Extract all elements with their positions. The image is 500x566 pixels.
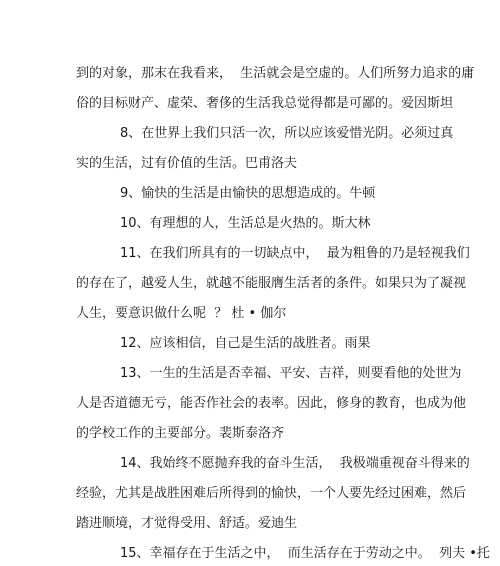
text-line: 的存在了，越爱人生，就越不能服膺生活者的条件。如果只为了凝视 [76, 276, 467, 291]
text-line: 实的生活，过有价值的生活。巴甫洛夫 [76, 156, 298, 171]
text-line: 10、有理想的人，生活总是火热的。斯大林 [120, 216, 371, 231]
text-line: 9、愉快的生活是由愉快的思想造成的。牛顿 [120, 186, 376, 201]
text-line: 11、在我们所具有的一切缺点中， 最为粗鲁的乃是轻视我们 [120, 246, 470, 261]
text-line: 俗的目标财产、虚荣、奢侈的生活我总觉得都是可鄙的。爱因斯坦 [76, 96, 454, 111]
text-line: 14、我始终不愿抛弃我的奋斗生活， 我极端重视奋斗得来的 [120, 456, 470, 471]
text-line: 到的对象，那末在我看来， 生活就会是空虚的。人们所努力追求的庸 [76, 66, 475, 81]
text-line: 人生，要意识做什么呢 ？ 杜 • 伽尔 [76, 306, 287, 321]
text-line: 15、幸福存在于生活之中， 而生活存在于劳动之中。 列夫 •托 [120, 546, 490, 561]
text-line: 经验，尤其是战胜困难后所得到的愉快，一个人要先经过困难，然后 [76, 486, 467, 501]
text-line: 13、一生的生活是否幸福、平安、吉祥，则要看他的处世为 [120, 366, 462, 381]
text-line: 踏进顺境，才觉得受用、舒适。爱迪生 [76, 516, 298, 531]
text-line: 的学校工作的主要部分。裴斯泰洛齐 [76, 426, 285, 441]
text-line: 8、在世界上我们只活一次，所以应该爱惜光阴。必须过真 [120, 126, 454, 141]
text-line: 人是否道德无亏，能否作社会的表率。因此，修身的教育，也成为他 [76, 396, 467, 411]
text-line: 12、应该相信，自己是生活的战胜者。雨果 [120, 336, 371, 351]
